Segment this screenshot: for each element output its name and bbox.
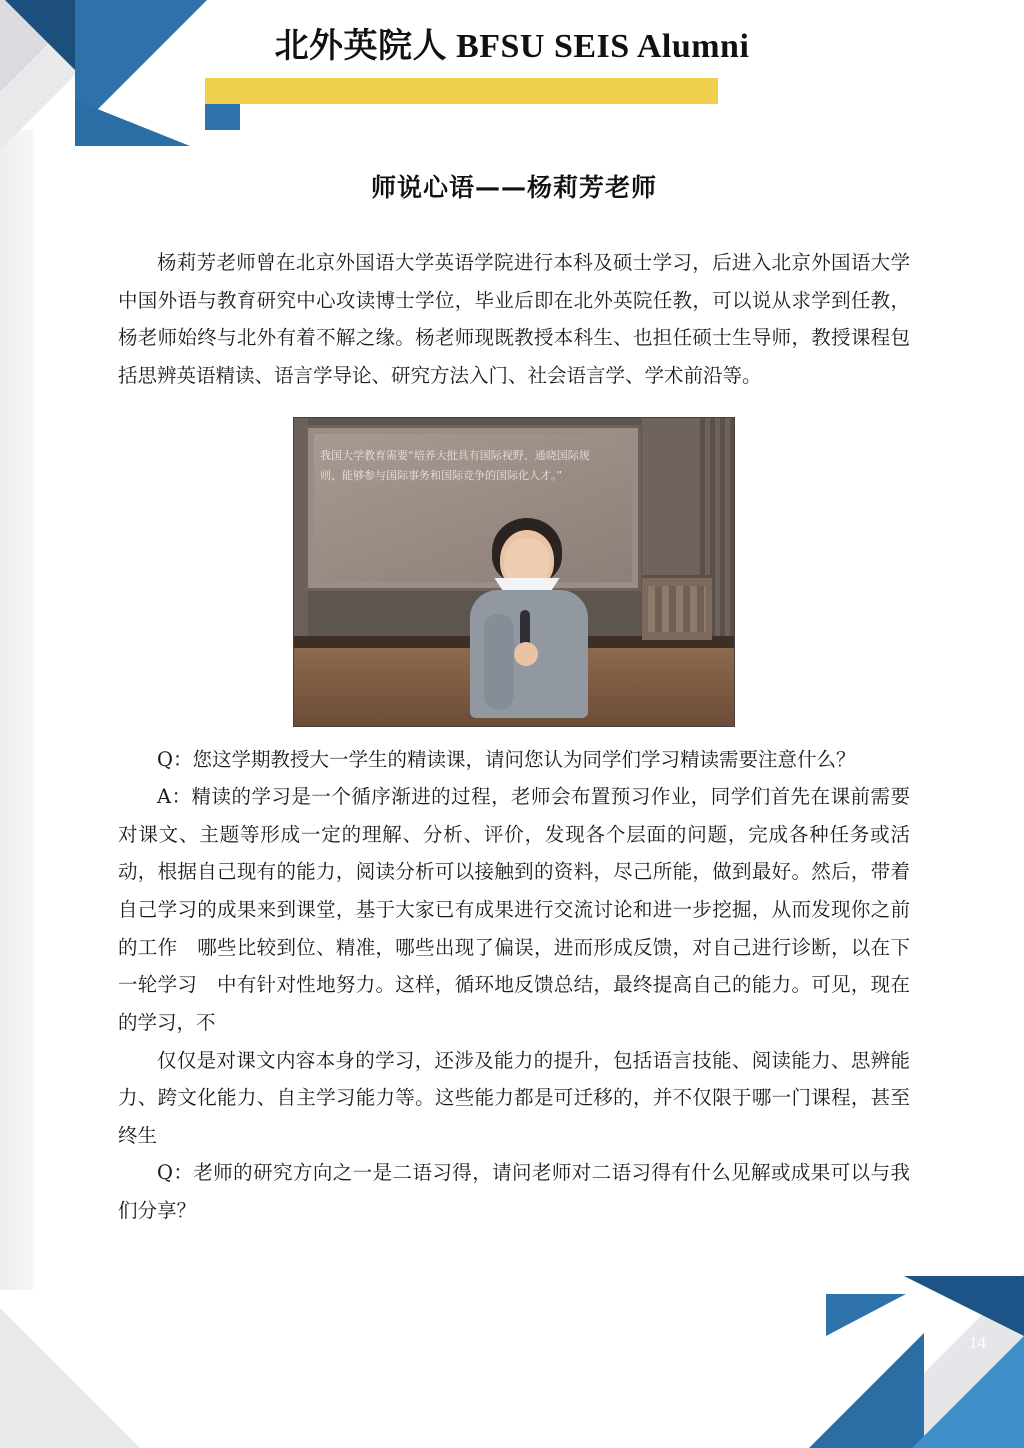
article-photo: [293, 417, 735, 727]
masthead-title-cn: 北外英院人: [274, 26, 448, 66]
qa-answer-1: [118, 778, 910, 1041]
bottom-right-grey-triangle: [849, 1273, 1024, 1448]
header-yellow-band: [205, 78, 718, 104]
qa-question-1: [118, 741, 910, 779]
photo-wall-left: [294, 418, 308, 648]
header-blue-block: [205, 104, 240, 130]
qa-label-q2: Q: [157, 1161, 173, 1185]
qa-label-q1: Q: [157, 747, 173, 771]
article-photo-container: [118, 417, 910, 727]
photo-person-arm: [484, 614, 514, 710]
qa-text-a1: ：精读的学习是一个循序渐进的过程，老师会布置预习作业，同学们首先在课前需要对课文、主题等形成一定的理解、分析、评价，发现各个层面的问题，完成各种任务或活动，根据自己现有的能力，阅读分析可以接触到的资料，尽己所能，做到最好。然后，带着自己学习的成果来到课堂，基于大家已有成果进行交流讨论和进一步挖掘，从而发现你之前的工作 哪些比较到位、精准，哪些出现了偏误，进而形成反馈，对自己进行诊断，以在下一轮学习 中有针对性地努力。这样，循环地反馈总结，最终提高自己的能力。可见，现在的学习，不: [118, 785, 910, 1034]
bottom-right-dark-blue-triangle: [904, 1276, 1024, 1336]
page-number: 14: [969, 1333, 986, 1352]
top-left-blue-triangle-lower: [75, 100, 190, 146]
photo-person-hand: [514, 642, 538, 666]
bottom-right-blue-triangle: [809, 1333, 924, 1448]
photo-chair: [642, 575, 712, 640]
left-edge-decoration: [0, 130, 34, 1290]
page-title: 师说心语——杨莉芳老师: [370, 173, 657, 202]
photo-screen-text: 我国大学教育需要“培养大批具有国际视野、通晓国际规则、能够参与国际事务和国际竞争的国际化人才。”: [320, 448, 590, 482]
bottom-right-light-blue-triangle: [912, 1336, 1024, 1448]
bottom-right-mid-blue-triangle: [826, 1294, 906, 1336]
qa-answer-1-continued: 仅仅是对课文内容本身的学习，还涉及能力的提升，包括语言技能、阅读能力、思辨能力、跨文化能力、自主学习能力等。这些能力都是可迁移的，并不仅限于哪一门课程，甚至终生: [118, 1048, 910, 1147]
qa-question-2: [118, 1154, 910, 1229]
qa-label-a1: A: [157, 785, 172, 809]
article-body: [118, 168, 910, 1230]
masthead: [0, 18, 1024, 67]
qa-text-q2: ：老师的研究方向之一是二语习得，请问老师对二语习得有什么见解或成果可以与我们分享？: [118, 1161, 910, 1222]
intro-paragraph: 杨莉芳老师曾在北京外国语大学英语学院进行本科及硕士学习，后进入北京外国语大学中国外语与教育研究中心攻读博士学位，毕业后即在北外英院任教，可以说从求学到任教，杨老师始终与北外有着不解之缘。杨老师现既教授本科生、也担任硕士生导师，教授课程包括思辨英语精读、语言学导论、研究方法入门、社会语言学、学术前沿等。: [118, 251, 910, 387]
qa-text-q1: ：您这学期教授大一学生的精读课，请问您认为同学们学习精读需要注意什么？: [173, 747, 856, 771]
bottom-left-grey-triangle: [0, 1308, 140, 1448]
masthead-title-en: BFSU SEIS Alumni: [456, 28, 750, 65]
